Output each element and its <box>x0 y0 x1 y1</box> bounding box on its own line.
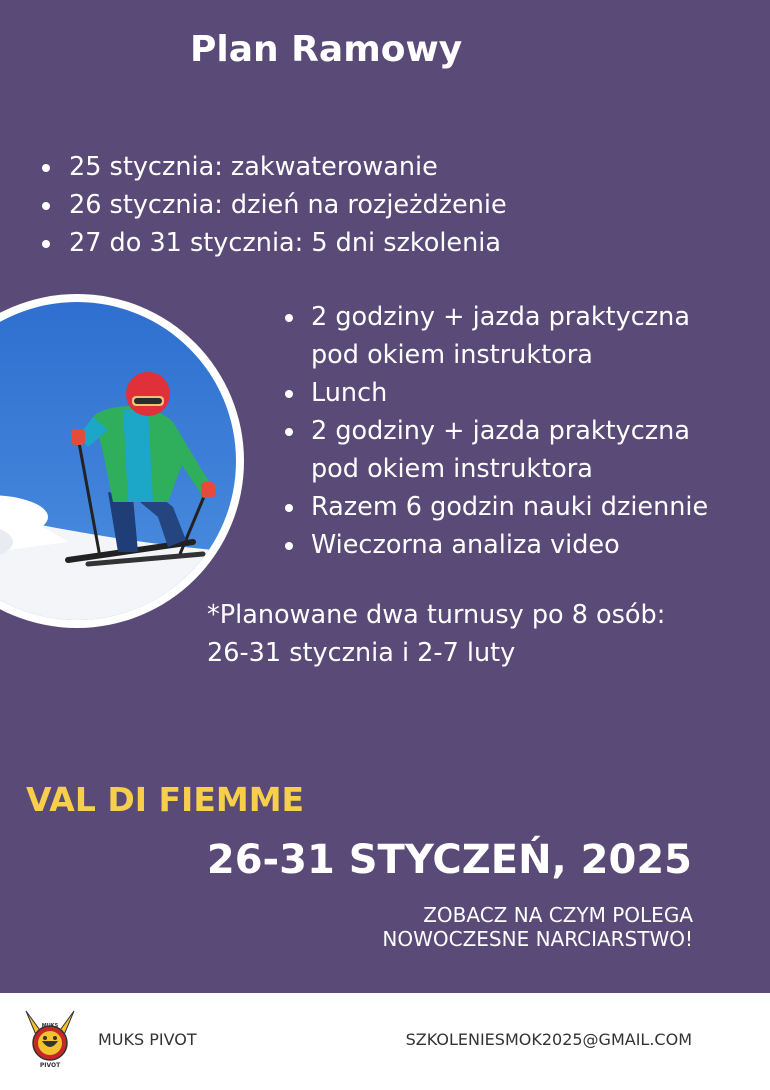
schedule-item: 26 stycznia: dzień na rozjeżdżenie <box>42 186 507 224</box>
schedule-item: 27 do 31 stycznia: 5 dni szkolenia <box>42 224 507 262</box>
daily-plan-item-line: Razem 6 godzin nauki dziennie <box>311 492 709 522</box>
location-title: VAL DI FIEMME <box>26 780 305 819</box>
logo-text-top: MUKS <box>41 1023 59 1029</box>
daily-plan-list <box>285 298 708 564</box>
org-name: MUKS PIVOT <box>98 1030 197 1049</box>
daily-plan-item-line: Wieczorna analiza video <box>311 530 620 560</box>
daily-plan-item <box>285 298 708 374</box>
tagline-line: NOWOCZESNE NARCIARSTWO! <box>382 927 693 951</box>
logo-text-bottom: PIVOT <box>39 1062 61 1069</box>
daily-plan-item <box>285 374 708 412</box>
daily-plan-item <box>285 412 708 488</box>
skier-photo <box>0 302 236 620</box>
daily-plan-item-line: 2 godziny + jazda praktyczna <box>311 302 690 332</box>
daily-plan-item-line: pod okiem instruktora <box>311 340 593 370</box>
event-dates: 26-31 STYCZEŃ, 2025 <box>206 837 692 883</box>
dragon-logo-icon <box>24 1007 76 1069</box>
contact-email[interactable]: SZKOLENIESMOK2025@GMAIL.COM <box>405 1030 692 1049</box>
tagline-line: ZOBACZ NA CZYM POLEGA <box>423 903 693 927</box>
daily-plan-item-line: Lunch <box>311 378 388 408</box>
turnus-note-line: *Planowane dwa turnusy po 8 osób: <box>207 600 666 630</box>
schedule-list <box>42 148 507 262</box>
daily-plan-item <box>285 526 708 564</box>
daily-plan-item-line: 2 godziny + jazda praktyczna <box>311 416 690 446</box>
daily-plan-item <box>285 488 708 526</box>
turnus-note <box>207 596 665 672</box>
tagline <box>382 903 693 951</box>
skier-photo-frame <box>0 294 244 628</box>
page-title: Plan Ramowy <box>190 29 463 70</box>
skier-illustration <box>0 302 236 620</box>
daily-plan-item-line: pod okiem instruktora <box>311 454 593 484</box>
footer <box>0 993 770 1090</box>
pivot-logo <box>24 1007 76 1069</box>
schedule-item: 25 stycznia: zakwaterowanie <box>42 148 507 186</box>
turnus-note-line: 26-31 stycznia i 2-7 luty <box>207 638 516 668</box>
